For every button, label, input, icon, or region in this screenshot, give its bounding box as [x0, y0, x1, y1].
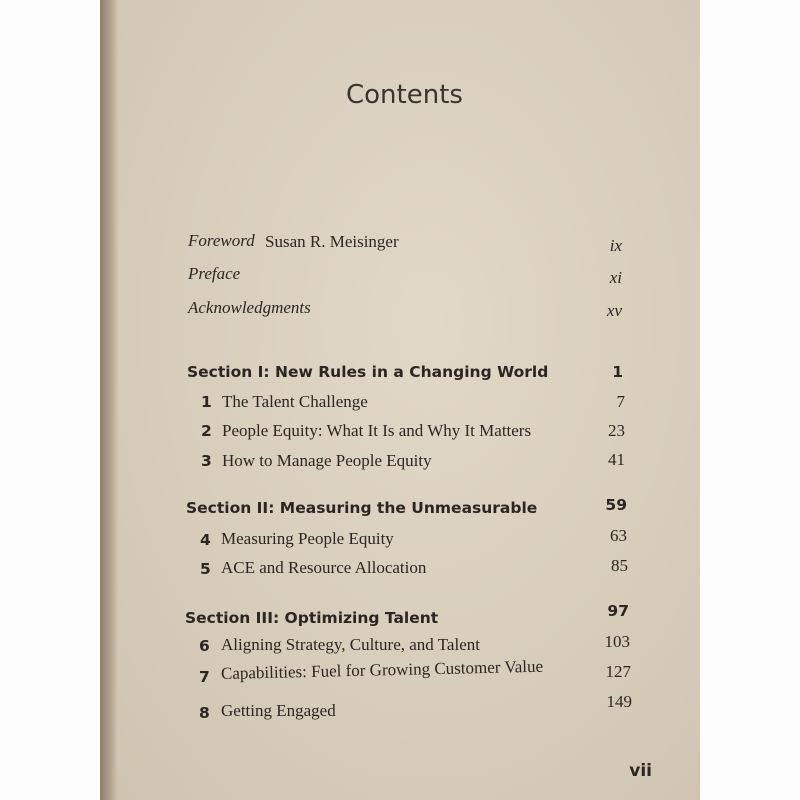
- folio-page-number: vii: [629, 761, 652, 781]
- chapter-title: Getting Engaged: [221, 701, 336, 720]
- chapter-number: 5: [200, 560, 211, 578]
- chapter-page: 85: [611, 556, 628, 575]
- chapter-title: How to Manage People Equity: [222, 451, 432, 470]
- front-matter-label: Preface: [188, 264, 241, 283]
- chapter-number: 8: [199, 704, 210, 722]
- chapter-number: 7: [199, 668, 210, 686]
- chapter-page: 127: [605, 662, 631, 681]
- front-matter-label: Acknowledgments: [188, 298, 311, 317]
- chapter-number: 4: [200, 531, 211, 549]
- chapter-title: ACE and Resource Allocation: [221, 558, 427, 577]
- chapter-title: Capabilities: Fuel for Growing Customer Value: [220, 656, 544, 683]
- chapter-page: 7: [616, 392, 625, 411]
- section-page: 1: [612, 363, 623, 381]
- section-page: 59: [605, 496, 627, 514]
- chapter-title: Aligning Strategy, Culture, and Talent: [221, 635, 480, 654]
- page-number: xi: [609, 268, 622, 287]
- section-title: Section III: Optimizing Talent: [185, 609, 439, 627]
- chapter-title: People Equity: What It Is and Why It Matters: [222, 421, 532, 440]
- page-number: xv: [606, 301, 622, 320]
- page-edge: [100, 0, 118, 800]
- chapter-number: 2: [201, 422, 212, 440]
- chapter-page: 149: [606, 692, 632, 711]
- chapter-number: 1: [201, 393, 212, 411]
- foreword-author: Susan R. Meisinger: [265, 232, 399, 251]
- chapter-number: 6: [199, 637, 210, 655]
- section-title: Section II: Measuring the Unmeasurable: [186, 499, 538, 517]
- chapter-number: 3: [201, 452, 212, 470]
- chapter-page: 103: [604, 632, 630, 651]
- page-number: ix: [609, 236, 622, 255]
- page-title: Contents: [346, 80, 463, 110]
- section-page: 97: [607, 602, 629, 620]
- chapter-page: 23: [608, 421, 625, 440]
- chapter-page: 41: [608, 450, 625, 469]
- front-matter-label: Foreword: [188, 231, 255, 250]
- chapter-page: 63: [610, 526, 627, 545]
- section-title: Section I: New Rules in a Changing World: [187, 363, 549, 381]
- chapter-title: The Talent Challenge: [222, 392, 368, 411]
- chapter-title: Measuring People Equity: [221, 529, 394, 548]
